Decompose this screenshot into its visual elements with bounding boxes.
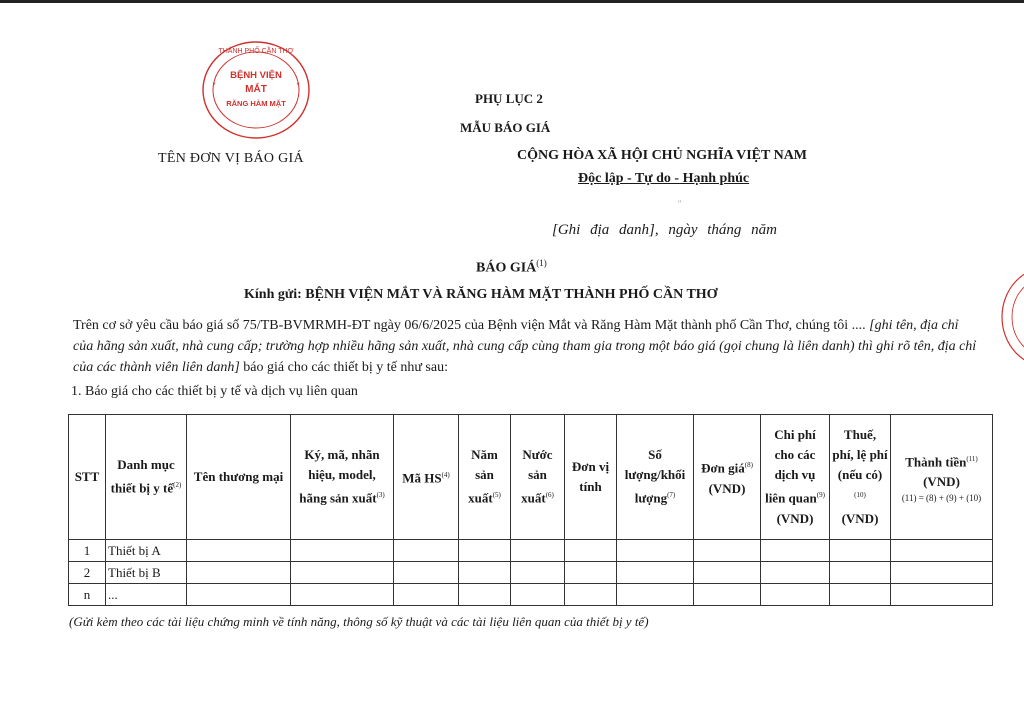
seal-line-3: RĂNG HÀM MẶT	[226, 99, 286, 108]
form-title: MẪU BÁO GIÁ	[460, 120, 551, 135]
place-date-line: [Ghi địa danh], ngày tháng năm	[552, 222, 777, 238]
quoting-unit-name: TÊN ĐƠN VỊ BÁO GIÁ	[158, 151, 304, 166]
header-hs-code: Mã HS$^{(4)}$	[394, 415, 459, 540]
quotation-table	[68, 414, 993, 606]
seal-line-2: MẮT	[245, 84, 267, 95]
table-row: 2 Thiết bị B	[69, 562, 993, 584]
attachment-note: (Gửi kèm theo các tài liệu chứng minh về tính năng, thông số kỹ thuật và các tài liệu liên quan của thiết bị y tế)	[69, 614, 649, 629]
header-model-manufacturer: Ký, mã, nhãn hiệu, model, hãng sản xuất$^{(3)}$	[291, 415, 394, 540]
header-service-cost: Chi phí cho các dịch vụ liên quan$^{(9)}$ (VND)	[761, 415, 830, 540]
header-year-made: Năm sản xuất$^{(5)}$	[459, 415, 511, 540]
national-motto: Độc lập - Tự do - Hạnh phúc	[578, 171, 750, 186]
top-border-line	[0, 0, 1024, 3]
table-header-row	[69, 415, 993, 540]
svg-text:*: *	[212, 81, 216, 90]
recipient-line: Kính gửi: BỆNH VIỆN MẮT VÀ RĂNG HÀM MẶT THÀNH PHỐ CẦN THƠ	[244, 287, 718, 302]
table-row: 1 Thiết bị A	[69, 540, 993, 562]
header-equipment-category: Danh mục thiết bị y tế$^{(2)}$	[106, 415, 187, 540]
document-title: BÁO GIÁ$^{(1)}$	[476, 258, 547, 276]
stray-mark: "	[678, 199, 682, 208]
appendix-label: PHỤ LỤC 2	[475, 91, 543, 106]
svg-text:*: *	[296, 81, 300, 90]
header-trade-name: Tên thương mại	[187, 415, 291, 540]
table-row: n ...	[69, 584, 993, 606]
header-total: Thành tiền$^{(11)}$ (VND) (11) = (8) + (9) + (10)	[891, 415, 993, 540]
header-unit-price: Đơn giá$^{(8)}$ (VND)	[694, 415, 761, 540]
intro-paragraph: Trên cơ sở yêu cầu báo giá số 75/TB-BVMRMH-ĐT ngày 06/6/2025 của Bệnh viện Mắt và Răng Hàm Mặt thành phố Cần Thơ, chúng tôi .... [ghi tên, địa chỉ của hãng sản xuất, nhà cung cấp; trường hợp nhiều hãng sản xuất, nhà cung cấp cùng tham gia trong một báo giá (gọi chung là liên danh) thì ghi rõ tên, địa chỉ của các thành viên liên danh] báo giá cho các thiết bị y tế như sau:	[73, 318, 977, 375]
seal-ring-text: THÀNH PHỐ CẦN THƠ	[218, 48, 294, 55]
header-stt: STT	[69, 415, 106, 540]
partial-seal-stamp	[996, 262, 1024, 372]
seal-line-1: BỆNH VIỆN	[230, 70, 282, 81]
hospital-seal-stamp	[198, 38, 314, 142]
header-taxes-fees: Thuế, phí, lệ phí (nếu có)$^{(10)}$ (VND)	[830, 415, 891, 540]
section-heading: 1. Báo giá cho các thiết bị y tế và dịch vụ liên quan	[71, 384, 358, 399]
header-country-made: Nước sản xuất$^{(6)}$	[511, 415, 565, 540]
header-unit: Đơn vị tính	[565, 415, 617, 540]
national-title: CỘNG HÒA XÃ HỘI CHỦ NGHĨA VIỆT NAM	[517, 148, 808, 163]
header-quantity: Số lượng/khối lượng$^{(7)}$	[617, 415, 694, 540]
